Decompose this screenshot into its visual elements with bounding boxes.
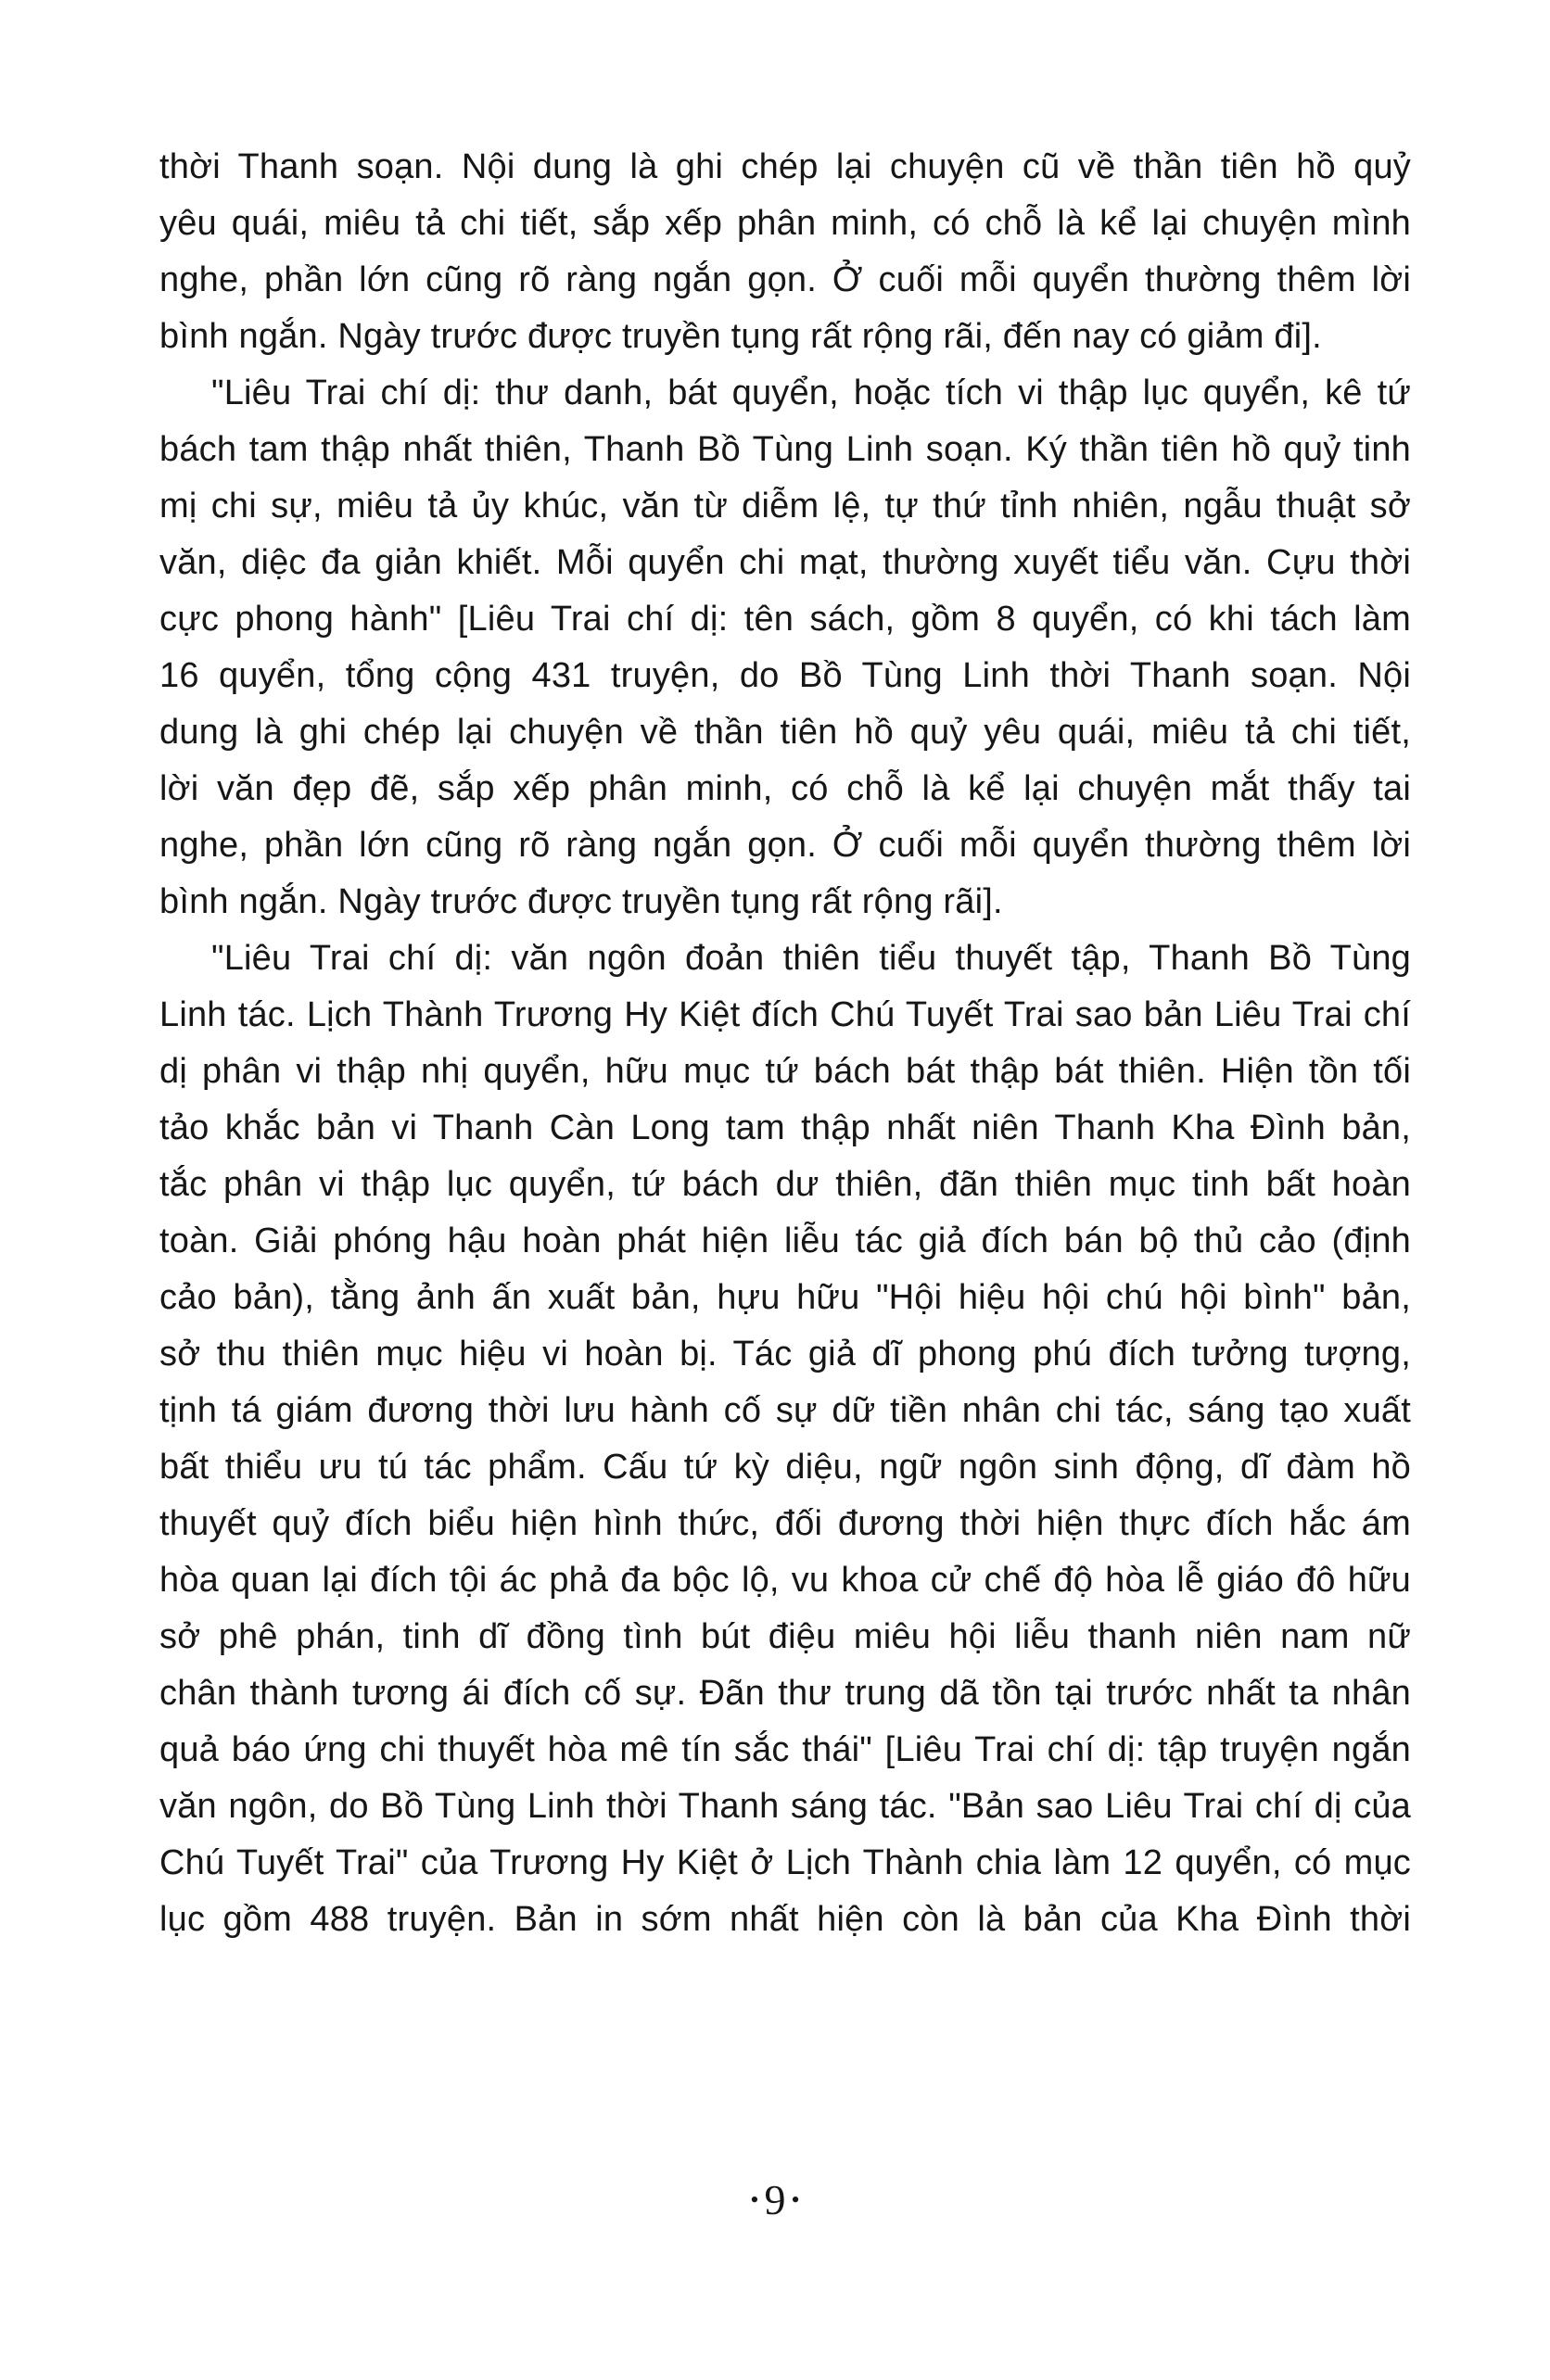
text-line: bách tam thập nhất thiên, Thanh Bồ Tùng Linh soạn. Ký thần tiên hồ quỷ tinh — [159, 430, 1411, 469]
text-line: văn ngôn, do Bồ Tùng Linh thời Thanh sáng tác. "Bản sao Liêu Trai chí dị của — [159, 1787, 1411, 1826]
page-number-ornament-right: • — [791, 2186, 800, 2214]
text-line: cảo bản), tằng ảnh ấn xuất bản, hựu hữu "Hội hiệu hội chú hội bình" bản, — [159, 1278, 1411, 1317]
text-line: lời văn đẹp đẽ, sắp xếp phân minh, có chỗ là kể lại chuyện mắt thấy tai — [159, 769, 1411, 808]
text-line: yêu quái, miêu tả chi tiết, sắp xếp phân minh, có chỗ là kể lại chuyện mình — [159, 204, 1411, 243]
text-line: tịnh tá giám đương thời lưu hành cố sự dữ tiền nhân chi tác, sáng tạo xuất — [159, 1391, 1411, 1430]
text-line: văn, diệc đa giản khiết. Mỗi quyển chi mạt, thường xuyết tiểu văn. Cựu thời — [159, 543, 1411, 582]
text-line: 16 quyển, tổng cộng 431 truyện, do Bồ Tùng Linh thời Thanh soạn. Nội — [159, 656, 1411, 695]
text-line: Chú Tuyết Trai" của Trương Hy Kiệt ở Lịch Thành chia làm 12 quyển, có mục — [159, 1843, 1411, 1882]
text-line: tắc phân vi thập lục quyển, tứ bách dư thiên, đãn thiên mục tinh bất hoàn — [159, 1165, 1411, 1204]
text-line: sở phê phán, tinh dĩ đồng tình bút điệu miêu hội liễu thanh niên nam nữ — [159, 1617, 1411, 1656]
text-line: thuyết quỷ đích biểu hiện hình thức, đối đương thời hiện thực đích hắc ám — [159, 1504, 1411, 1543]
text-line: bất thiểu ưu tú tác phẩm. Cấu tứ kỳ diệu, ngữ ngôn sinh động, dĩ đàm hồ — [159, 1448, 1411, 1487]
text-line: hòa quan lại đích tội ác phả đa bộc lộ, vu khoa cử chế độ hòa lễ giáo đô hữu — [159, 1561, 1411, 1600]
text-line: Linh tác. Lịch Thành Trương Hy Kiệt đích Chú Tuyết Trai sao bản Liêu Trai chí — [159, 995, 1411, 1034]
text-line: mị chi sự, miêu tả ủy khúc, văn từ diễm lệ, tự thứ tỉnh nhiên, ngẫu thuật sở — [159, 487, 1411, 525]
text-line: cực phong hành" [Liêu Trai chí dị: tên sách, gồm 8 quyển, có khi tách làm — [159, 600, 1411, 639]
text-line: toàn. Giải phóng hậu hoàn phát hiện liễu tác giả đích bán bộ thủ cảo (định — [159, 1222, 1411, 1260]
text-line: "Liêu Trai chí dị: thư danh, bát quyển, hoặc tích vi thập lục quyển, kê tứ — [211, 373, 1411, 412]
text-line: tảo khắc bản vi Thanh Càn Long tam thập nhất niên Thanh Kha Đình bản, — [159, 1108, 1411, 1147]
body-text — [159, 139, 1411, 1948]
text-line: nghe, phần lớn cũng rõ ràng ngắn gọn. Ở cuối mỗi quyển thường thêm lời — [159, 826, 1411, 865]
text-line: sở thu thiên mục hiệu vi hoàn bị. Tác giả dĩ phong phú đích tưởng tượng, — [159, 1335, 1411, 1374]
text-line: nghe, phần lớn cũng rõ ràng ngắn gọn. Ở cuối mỗi quyển thường thêm lời — [159, 260, 1411, 299]
page-number — [0, 2174, 1550, 2230]
page-number-value: 9 — [764, 2176, 786, 2223]
text-line: bình ngắn. Ngày trước được truyền tụng rất rộng rãi]. — [159, 882, 1003, 921]
text-line: "Liêu Trai chí dị: văn ngôn đoản thiên tiểu thuyết tập, Thanh Bồ Tùng — [211, 939, 1411, 978]
text-line: chân thành tương ái đích cố sự. Đãn thư trung dã tồn tại trước nhất ta nhân — [159, 1674, 1411, 1713]
text-line: bình ngắn. Ngày trước được truyền tụng rất rộng rãi, đến nay có giảm đi]. — [159, 317, 1322, 356]
text-line: dung là ghi chép lại chuyện về thần tiên hồ quỷ yêu quái, miêu tả chi tiết, — [159, 713, 1411, 752]
page-number-ornament-left: • — [750, 2186, 759, 2214]
text-line: lục gồm 488 truyện. Bản in sớm nhất hiện còn là bản của Kha Đình thời — [159, 1900, 1411, 1939]
text-line: thời Thanh soạn. Nội dung là ghi chép lại chuyện cũ về thần tiên hồ quỷ — [159, 147, 1411, 186]
text-line: quả báo ứng chi thuyết hòa mê tín sắc thái" [Liêu Trai chí dị: tập truyện ngắn — [159, 1730, 1411, 1769]
text-line: dị phân vi thập nhị quyển, hữu mục tứ bách bát thập bát thiên. Hiện tồn tối — [159, 1052, 1411, 1091]
